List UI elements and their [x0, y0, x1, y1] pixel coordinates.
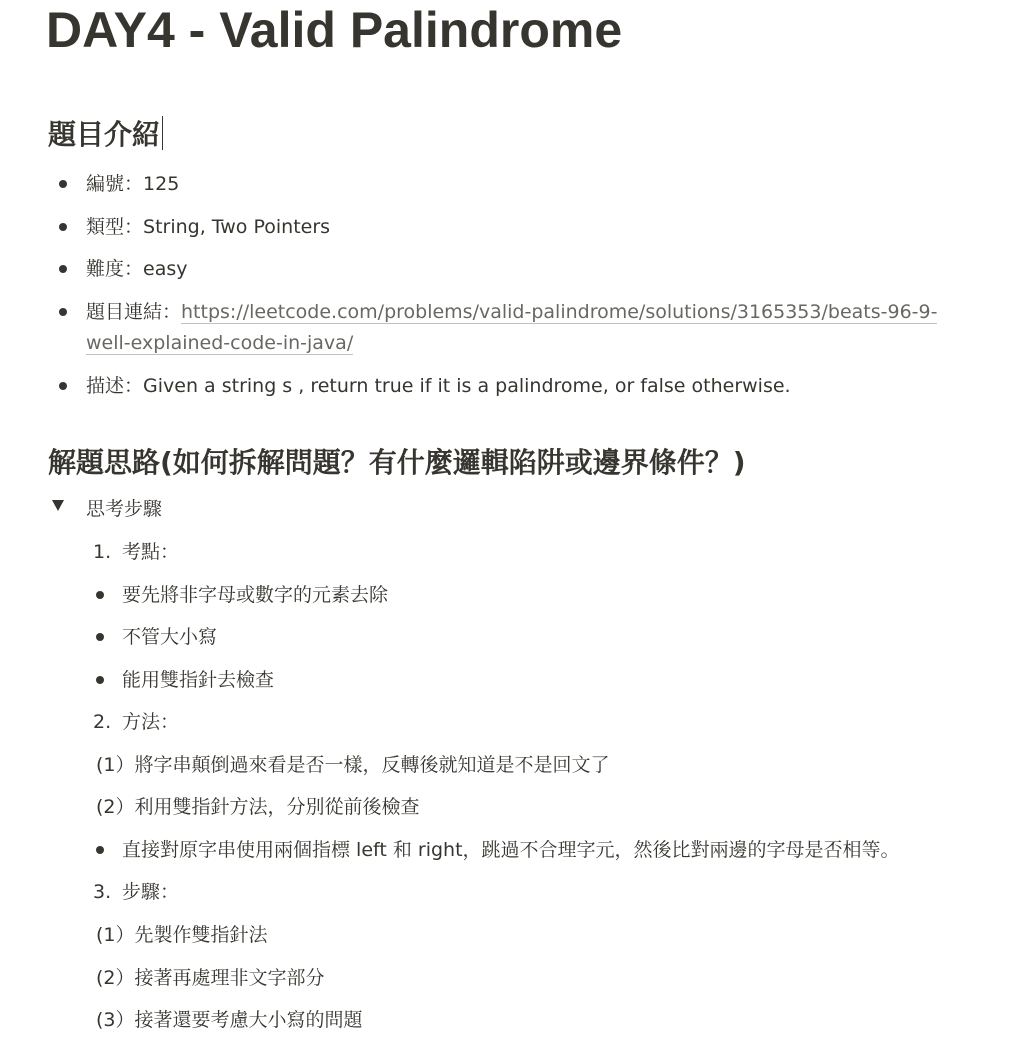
intro-heading[interactable]: [48, 116, 163, 153]
step-number: 2.: [93, 711, 112, 733]
method-line: (2）利用雙指針方法，分別從前後檢查: [96, 796, 420, 818]
step-label: 考點：: [122, 541, 180, 563]
list-item-link-cont: [86, 328, 353, 358]
intro-heading-text: 題目介紹: [48, 118, 161, 151]
list-item: 要先將非字母或數字的元素去除: [122, 584, 389, 606]
toggle-label[interactable]: 思考步驟: [86, 498, 163, 520]
item-label: 題目連結：: [86, 301, 182, 323]
bullet-icon: [96, 846, 104, 854]
list-item-description: [86, 371, 791, 401]
step-line: (2）接著再處理非文字部分: [96, 967, 325, 989]
bullet-icon: [96, 676, 104, 684]
list-item-link: [86, 297, 937, 327]
bullet-icon: [59, 223, 67, 231]
item-value: String, Two Pointers: [143, 216, 331, 238]
bullet-icon: [59, 265, 67, 273]
item-label: 描述：: [86, 375, 144, 397]
step-label: 方法：: [122, 711, 180, 733]
problem-link-part1[interactable]: https://leetcode.com/problems/valid-palindrome/solutions/3165353/beats-96-9-: [181, 301, 938, 323]
step-number: 1.: [93, 541, 112, 563]
step-line: (3）接著還要考慮大小寫的問題: [96, 1009, 363, 1031]
problem-link-part2[interactable]: well-explained-code-in-java/: [86, 332, 354, 354]
bullet-icon: [59, 382, 67, 390]
approach-heading: 解題思路(如何拆解問題？有什麼邏輯陷阱或邊界條件？): [48, 446, 746, 479]
step-number: 3.: [93, 881, 112, 903]
item-value: 125: [143, 173, 180, 195]
list-item: 不管大小寫: [122, 626, 218, 648]
text-cursor: [162, 116, 163, 150]
bullet-icon: [59, 308, 67, 316]
list-item: 直接對原字串使用兩個指標 left 和 right，跳過不合理字元，然後比對兩邊的字母是否相等。: [122, 839, 900, 861]
list-item: 能用雙指針去檢查: [122, 669, 275, 691]
item-label: 類型：: [86, 216, 144, 238]
toggle-triangle-icon[interactable]: [52, 500, 64, 511]
item-label: 難度：: [86, 258, 144, 280]
list-item-number: [86, 169, 179, 199]
step-line: (1）先製作雙指針法: [96, 924, 268, 946]
bullet-icon: [59, 180, 67, 188]
page-title: DAY4 - Valid Palindrome: [46, 2, 623, 58]
list-item-type: [86, 212, 330, 242]
item-value: easy: [143, 258, 188, 280]
method-line: (1）將字串顛倒過來看是否一樣，反轉後就知道是不是回文了: [96, 754, 610, 776]
step-label: 步驟：: [122, 881, 180, 903]
bullet-icon: [96, 591, 104, 599]
item-value: Given a string s , return true if it is a palindrome, or false otherwise.: [143, 375, 791, 397]
bullet-icon: [96, 633, 104, 641]
item-label: 編號：: [86, 173, 144, 195]
list-item-difficulty: [86, 254, 188, 284]
